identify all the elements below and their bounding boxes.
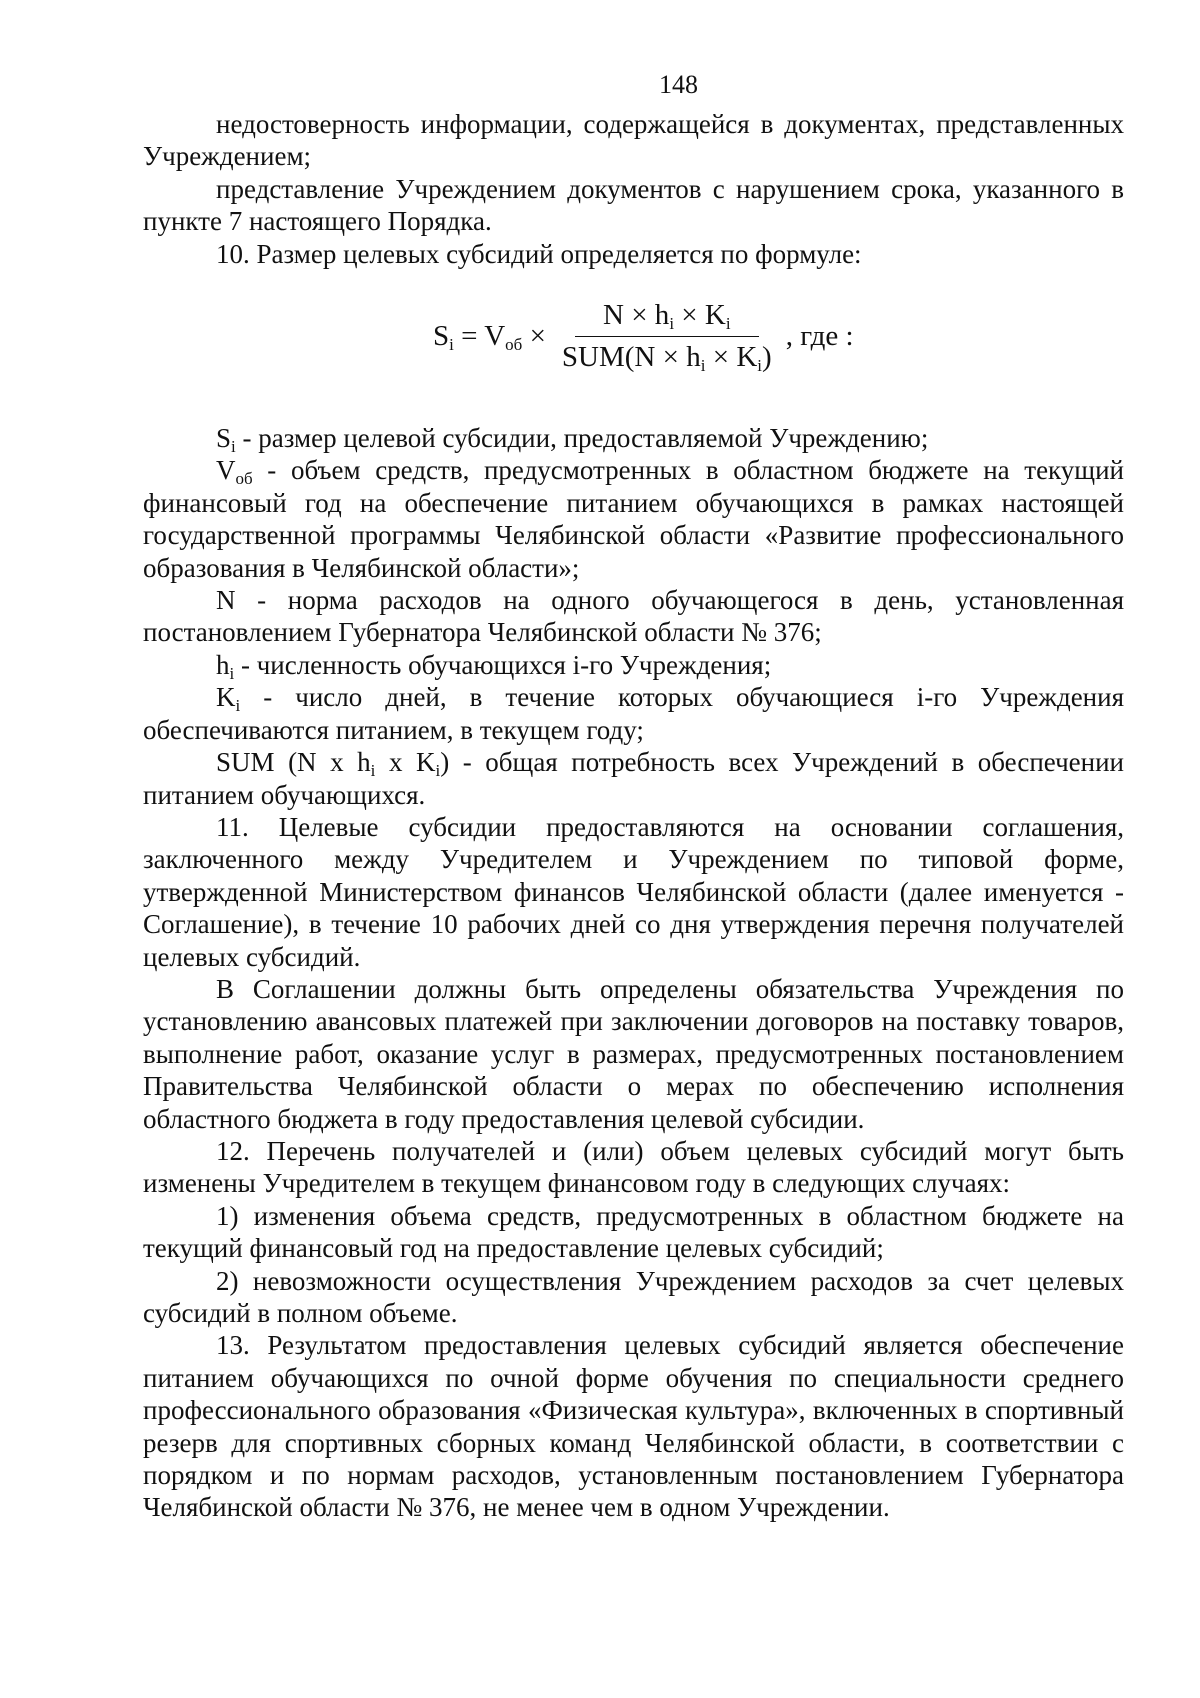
paragraph-12-case-1: 1) изменения объема средств, предусмотренных в областном бюджете на текущий финансовый год на предоставление целевых субсидий; [143,1200,1124,1264]
definition-sum: SUM (N x $h_i$ x $K_i$) - общая потребность всех Учреждений в обеспечении питанием обучающихся. [143,747,1124,810]
definition-n: N - норма расходов на одного обучающегося в день, установленная постановлением Губернатора Челябинской области № 376; [143,585,1124,648]
paragraph-13-result: 13. Результатом предоставления целевых субсидий является обеспечение питанием обучающихся по очной форме обучения по специальности среднего профессионального образования «Физическая культура», включенных в спортивный резерв для спортивных сборных команд Челябинской области, в соответствии с порядком и по нормам расходов, установленным постановлением Губернатора Челябинской области № 376, не менее чем в одном Учреждении. [143,1330,1124,1523]
paragraph-late-submission: представление Учреждением документов с нарушением срока, указанного в пункте 7 настоящего Порядка. [143,173,1124,237]
formula-lhs: $S_i = V_{об}$ × [433,320,546,355]
definition-ki: $K_i$ - число дней, в течение которых обучающиеся i-го Учреждения обеспечиваются питанием, в текущем году; [143,682,1124,745]
formula-fraction [556,298,778,375]
paragraph-agreement-obligations: В Соглашении должны быть определены обязательства Учреждения по установлению авансовых платежей при заключении договоров на поставку товаров, выполнение работ, оказание услуг в размерах, предусмотренных постановлением Правительства Челябинской области о мерах по обеспечению исполнения областного бюджета в году предоставления целевой субсидии. [143,973,1124,1134]
definition-vob: $V_{об}$ - объем средств, предусмотренных в областном бюджете на текущий финансовый год на обеспечение питанием обучающихся в рамках настоящей государственной программы Челябинской области «Развитие профессионального образования в Челябинской области»; [143,455,1124,583]
subsidy-formula [143,278,1124,396]
formula-numerator: $N \times h_i \times K_i$ [575,298,759,337]
definition-si: $S_i$ - размер целевой субсидии, предоставляемой Учреждению; [216,423,929,457]
formula-denominator: $SUM(N \times h_i \times K_i)$ [561,341,772,376]
paragraph-11-agreement: 11. Целевые субсидии предоставляются на основании соглашения, заключенного между Учредителем и Учреждением по типовой форме, утвержденной Министерством финансов Челябинской области (далее именуется - Соглашение), в течение 10 рабочих дней со дня утверждения перечня получателей целевых субсидий. [143,811,1124,972]
paragraph-unreliable-info: недостоверность информации, содержащейся в документах, представленных Учреждением; [143,109,1124,172]
formula-tail: , где : [785,320,854,353]
paragraph-12-case-2: 2) невозможности осуществления Учреждением расходов за счет целевых субсидий в полном объеме. [143,1265,1124,1328]
paragraph-10-formula-intro: 10. Размер целевых субсидий определяется по формуле: [216,238,862,269]
definition-hi: $h_i$ - численность обучающихся i-го Учреждения; [216,649,772,683]
paragraph-12-changes: 12. Перечень получателей и (или) объем целевых субсидий могут быть изменены Учредителем в текущем финансовом году в следующих случаях: [143,1135,1124,1199]
page-number: 148 [659,70,698,99]
